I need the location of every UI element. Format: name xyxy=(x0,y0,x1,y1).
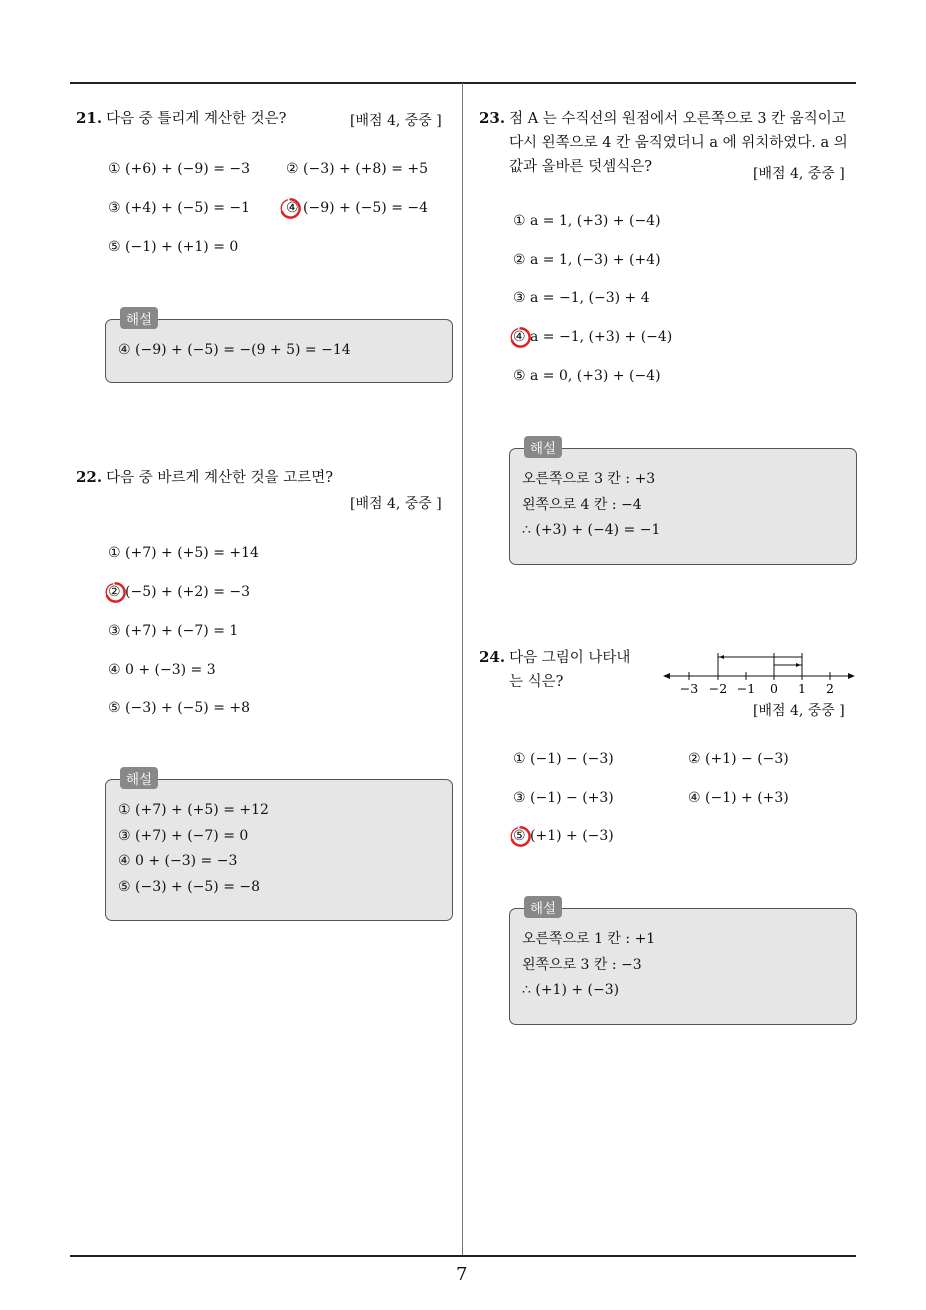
question-24-meta: [배점 4, 중중 ] xyxy=(753,703,845,719)
column-divider xyxy=(462,83,463,1256)
solution-line: 오른쪽으로 3 칸 : +3 xyxy=(522,471,656,487)
tick-label: −3 xyxy=(679,681,699,696)
q23-option-1[interactable]: ① a = 1, (+3) + (−4) xyxy=(513,213,661,229)
solution-tag: 해설 xyxy=(524,896,562,918)
question-22-title xyxy=(76,465,333,490)
bottom-rule xyxy=(70,1255,856,1257)
question-prompt-line-2: 다시 왼쪽으로 4 칸 움직였더니 a 에 위치하였다. a 의 xyxy=(509,135,848,151)
q21-option-2[interactable]: ② (−3) + (+8) = +5 xyxy=(286,161,429,177)
solution-line: ① (+7) + (+5) = +12 xyxy=(118,802,269,818)
q23-option-2[interactable]: ② a = 1, (−3) + (+4) xyxy=(513,252,661,268)
solution-line: ∴ (+1) + (−3) xyxy=(522,982,620,998)
question-23-meta: [배점 4, 중중 ] xyxy=(753,166,845,182)
question-prompt-line-2: 는 식은? xyxy=(509,674,564,690)
solution-body xyxy=(522,467,660,544)
q24-option-3[interactable]: ③ (−1) − (+3) xyxy=(513,790,614,806)
question-prompt-line-1: 다음 그림이 나타내 xyxy=(509,650,631,666)
solution-line: ∴ (+3) + (−4) = −1 xyxy=(522,522,661,538)
solution-line: ③ (+7) + (−7) = 0 xyxy=(118,827,249,844)
q22-option-4[interactable]: ④ 0 + (−3) = 3 xyxy=(108,662,216,678)
solution-body xyxy=(118,338,351,364)
q21-option-4[interactable]: ④ (−9) + (−5) = −4 xyxy=(286,200,429,216)
question-number: 21. xyxy=(76,109,103,127)
tick-label: 2 xyxy=(826,681,834,696)
question-number: 23. xyxy=(479,109,506,127)
tick-label: −1 xyxy=(736,681,756,696)
top-rule xyxy=(70,82,856,84)
q23-option-4[interactable]: ④ a = −1, (+3) + (−4) xyxy=(513,329,673,345)
q21-option-1[interactable]: ① (+6) + (−9) = −3 xyxy=(108,161,251,177)
q24-solution-box xyxy=(509,901,857,1025)
solution-body xyxy=(522,927,655,1004)
question-prompt: 다음 중 바르게 계산한 것을 고르면? xyxy=(106,470,334,486)
q22-option-2[interactable]: ② (−5) + (+2) = −3 xyxy=(108,584,251,600)
question-21-meta: [배점 4, 중중 ] xyxy=(350,113,442,129)
question-prompt-line-3: 값과 올바른 덧셈식은? xyxy=(509,159,653,175)
solution-line: 왼쪽으로 4 칸 : −4 xyxy=(522,496,642,513)
q22-solution-box xyxy=(105,772,453,921)
question-21-title xyxy=(76,106,286,131)
question-prompt-line-1: 점 A 는 수직선의 원점에서 오른쪽으로 3 칸 움직이고 xyxy=(509,111,846,127)
solution-line: 오른쪽으로 1 칸 : +1 xyxy=(522,931,656,947)
q23-solution-box xyxy=(509,441,857,565)
solution-line: ④ 0 + (−3) = −3 xyxy=(118,853,238,869)
solution-line: 왼쪽으로 3 칸 : −3 xyxy=(522,956,642,973)
question-number: 24. xyxy=(479,648,506,666)
solution-line: ⑤ (−3) + (−5) = −8 xyxy=(118,878,261,895)
solution-line: ④ (−9) + (−5) = −(9 + 5) = −14 xyxy=(118,342,351,358)
tick-label: 0 xyxy=(770,681,778,696)
q22-option-5[interactable]: ⑤ (−3) + (−5) = +8 xyxy=(108,700,251,716)
page-number: 7 xyxy=(456,1264,468,1285)
solution-body xyxy=(118,798,269,900)
q24-option-1[interactable]: ① (−1) − (−3) xyxy=(513,751,614,767)
solution-tag: 해설 xyxy=(120,767,158,789)
q24-option-2[interactable]: ② (+1) − (−3) xyxy=(688,751,789,767)
question-prompt: 다음 중 틀리게 계산한 것은? xyxy=(106,111,287,127)
q21-option-3[interactable]: ③ (+4) + (−5) = −1 xyxy=(108,200,251,216)
q22-option-3[interactable]: ③ (+7) + (−7) = 1 xyxy=(108,623,239,639)
solution-tag: 해설 xyxy=(524,436,562,458)
q21-option-5[interactable]: ⑤ (−1) + (+1) = 0 xyxy=(108,239,239,255)
question-22-meta: [배점 4, 중중 ] xyxy=(350,496,442,512)
tick-label: −2 xyxy=(708,681,728,696)
q23-option-5[interactable]: ⑤ a = 0, (+3) + (−4) xyxy=(513,368,661,384)
solution-tag: 해설 xyxy=(120,307,158,329)
q24-option-4[interactable]: ④ (−1) + (+3) xyxy=(688,790,789,806)
tick-label: 1 xyxy=(798,681,806,696)
q21-solution-box xyxy=(105,312,453,383)
number-line-figure xyxy=(662,648,858,698)
q24-option-5[interactable]: ⑤ (+1) + (−3) xyxy=(513,828,614,844)
question-24-title xyxy=(479,645,630,694)
q23-option-3[interactable]: ③ a = −1, (−3) + 4 xyxy=(513,290,650,306)
question-number: 22. xyxy=(76,468,103,486)
q22-option-1[interactable]: ① (+7) + (+5) = +14 xyxy=(108,545,259,561)
